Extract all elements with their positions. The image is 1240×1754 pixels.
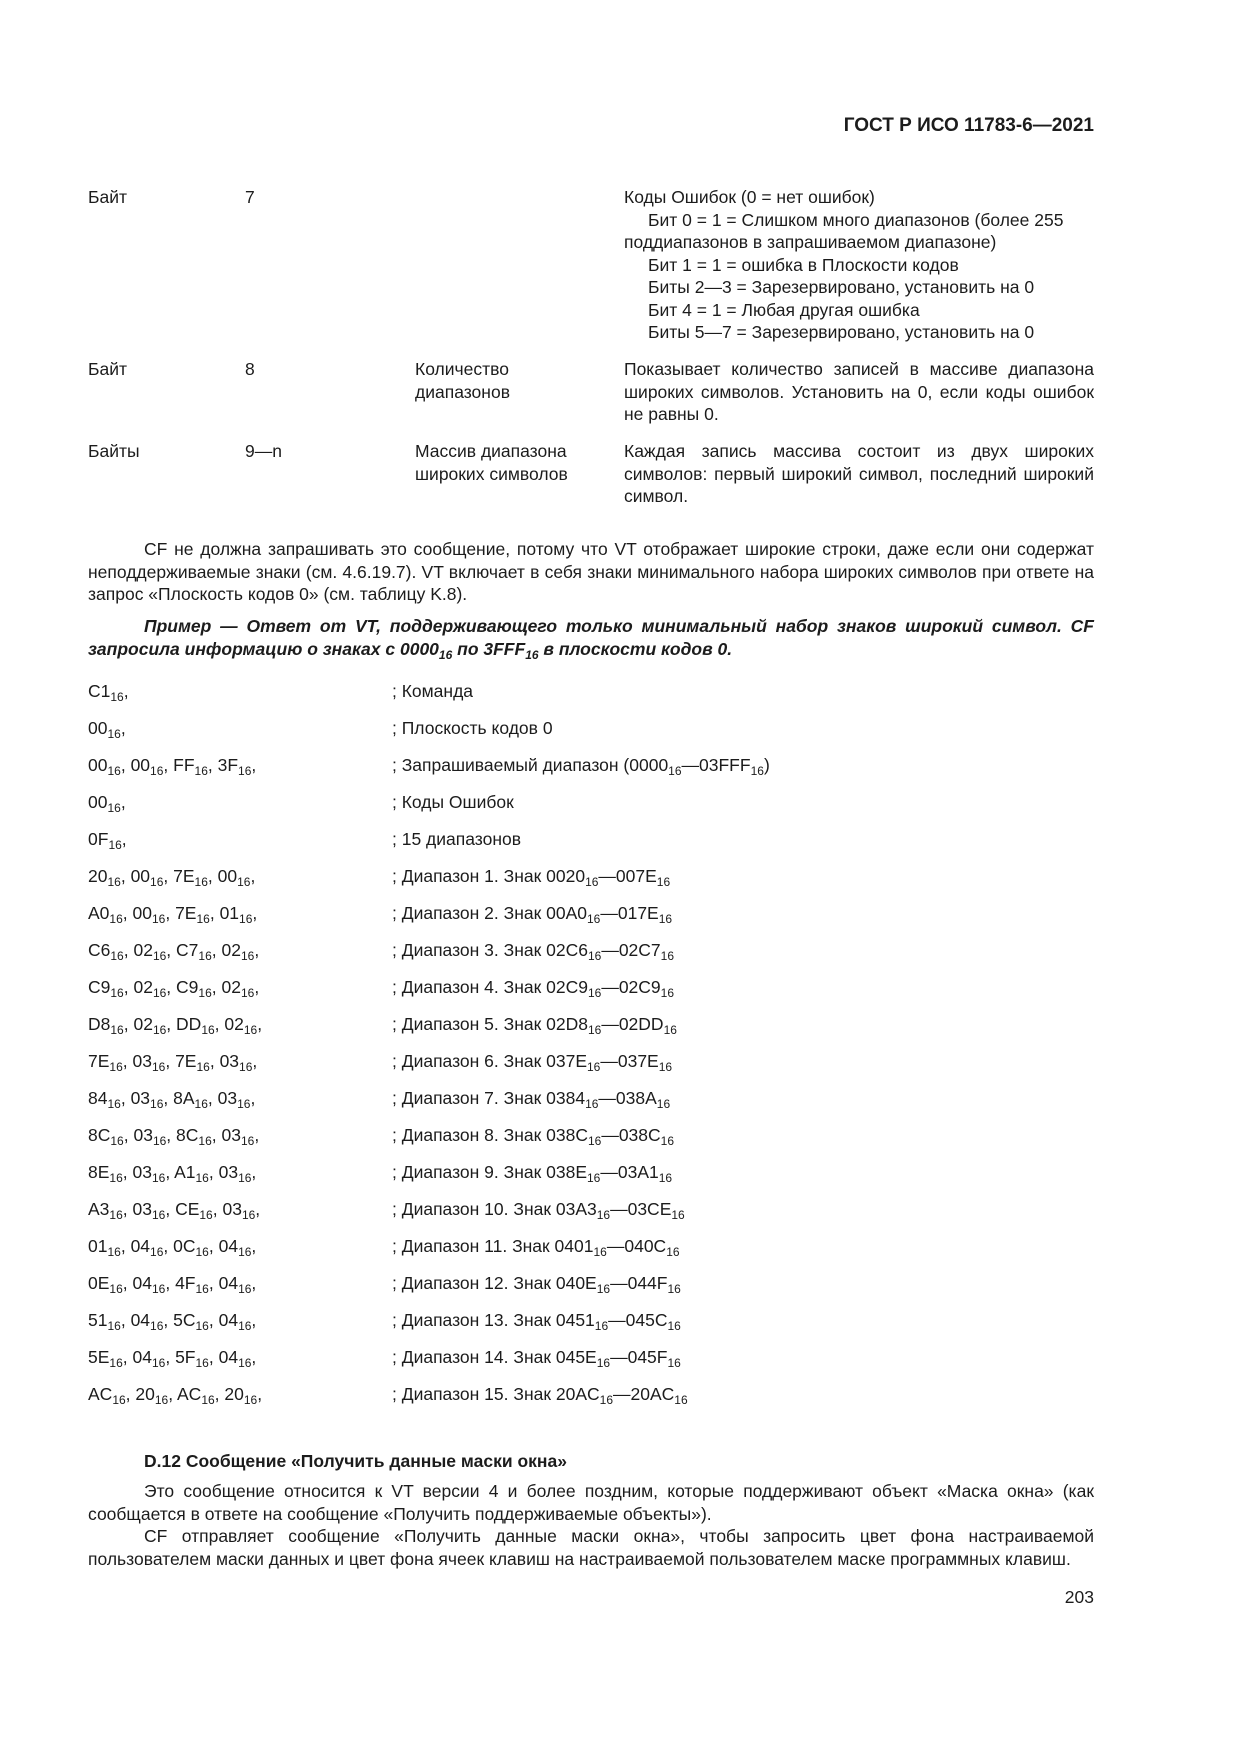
field-type: Байт bbox=[88, 187, 128, 207]
subscript: 16 bbox=[150, 1097, 164, 1111]
subscript: 16 bbox=[750, 764, 764, 778]
byte-value: 7E bbox=[175, 903, 197, 923]
subscript: 16 bbox=[587, 912, 601, 926]
byte-value: 0F bbox=[88, 829, 109, 849]
comment-text: ; Диапазон 10. Знак 03A3 bbox=[392, 1199, 597, 1219]
field-name: Количество диапазонов bbox=[415, 359, 510, 402]
byte-value: A1 bbox=[174, 1162, 196, 1182]
subscript: 16 bbox=[238, 1245, 252, 1259]
subscript: 16 bbox=[110, 690, 124, 704]
byte-value: 04 bbox=[218, 1236, 239, 1256]
byte-value: 03 bbox=[130, 1088, 151, 1108]
subscript: 16 bbox=[195, 1245, 209, 1259]
comment-text: ; Команда bbox=[392, 681, 474, 701]
comment-text: ; Диапазон 12. Знак 040E bbox=[392, 1273, 597, 1293]
page-number: 203 bbox=[1064, 1587, 1094, 1607]
subscript: 16 bbox=[107, 801, 121, 815]
code-comment bbox=[392, 791, 514, 814]
byte-value: 00 bbox=[217, 866, 238, 886]
description-line: поддиапазонов в запрашиваемом диапазоне) bbox=[624, 232, 997, 252]
byte-value: 03 bbox=[132, 1199, 152, 1219]
comment-text: —007E bbox=[598, 866, 657, 886]
byte-value: 84 bbox=[88, 1088, 108, 1108]
byte-value: 03 bbox=[219, 1051, 240, 1071]
subscript: 16 bbox=[110, 986, 124, 1000]
comment-text: —02C7 bbox=[601, 940, 661, 960]
comment-text: ; Диапазон 6. Знак 037E bbox=[392, 1051, 587, 1071]
subscript: 16 bbox=[667, 1356, 681, 1370]
subscript: 16 bbox=[151, 1282, 166, 1296]
byte-values: $20_{16}$, $00_{16}$, $7E_{16}$, $00_{16}$, bbox=[88, 866, 256, 889]
field-position: 8 bbox=[245, 359, 255, 379]
byte-value: 02 bbox=[133, 940, 153, 960]
subscript: 16 bbox=[587, 949, 602, 963]
body-paragraph: CF не должна запрашивать это сообщение, потому что VT отображает широкие строки, даже если они содержат неподдерживаемые знаки (см. 4.6.19.7). VT включает в себя знаки минимального набора широких символов при ответе на запрос «Плоскость кодов 0» (см. таблицу K.8). bbox=[88, 539, 1094, 604]
subscript: 16 bbox=[594, 1319, 609, 1333]
subscript: 16 bbox=[660, 1134, 675, 1148]
subscript: 16 bbox=[109, 1356, 123, 1370]
subscript: 16 bbox=[195, 1356, 209, 1370]
subscript: 16 bbox=[194, 764, 208, 778]
subscript: 16 bbox=[240, 986, 255, 1000]
subscript: 16 bbox=[240, 1134, 255, 1148]
byte-value: 04 bbox=[130, 1310, 151, 1330]
field-type: Байт bbox=[88, 359, 128, 379]
description-line: Бит 1 = 1 = ошибка в Плоскости кодов bbox=[648, 254, 959, 275]
subscript: 16 bbox=[196, 1060, 210, 1074]
subscript: 16 bbox=[585, 1097, 599, 1111]
field-description: Показывает количество записей в массиве диапазона широких символов. Установить на 0, если коды ошибок не равны 0. bbox=[624, 359, 1094, 424]
byte-value: 5F bbox=[175, 1347, 196, 1367]
subscript: 16 bbox=[599, 1393, 613, 1407]
subscript: 16 bbox=[194, 875, 208, 889]
subscript: 16 bbox=[198, 949, 212, 963]
subscript: 16 bbox=[109, 1171, 123, 1185]
subscript: 16 bbox=[525, 647, 539, 662]
byte-value: C6 bbox=[88, 940, 111, 960]
subscript: 16 bbox=[107, 1245, 121, 1259]
byte-value: 4F bbox=[175, 1273, 196, 1293]
comment-text: —03A1 bbox=[600, 1162, 659, 1182]
field-name: Массив диапазона широких символов bbox=[415, 441, 568, 484]
code-comment bbox=[392, 1161, 672, 1184]
subscript: 16 bbox=[587, 1023, 602, 1037]
comment-text: —045C bbox=[608, 1310, 668, 1330]
code-comment bbox=[392, 1087, 670, 1110]
subscript: 16 bbox=[593, 1245, 607, 1259]
subscript: 16 bbox=[195, 1319, 209, 1333]
comment-text: —017E bbox=[600, 903, 659, 923]
subscript: 16 bbox=[666, 1245, 680, 1259]
subscript: 16 bbox=[110, 949, 124, 963]
comment-text: ; Диапазон 9. Знак 038E bbox=[392, 1162, 587, 1182]
comment-text: ; Диапазон 13. Знак 0451 bbox=[392, 1310, 595, 1330]
subscript: 16 bbox=[238, 1356, 252, 1370]
byte-values: $51_{16}$, $04_{16}$, $5C_{16}$, $04_{16}$, bbox=[88, 1310, 257, 1333]
byte-value: 0E bbox=[88, 1273, 110, 1293]
subscript: 16 bbox=[239, 1060, 253, 1074]
subscript: 16 bbox=[238, 764, 252, 778]
subscript: 16 bbox=[109, 1060, 123, 1074]
subscript: 16 bbox=[198, 1134, 212, 1148]
comment-text: ; Диапазон 1. Знак 0020 bbox=[392, 866, 586, 886]
code-comment bbox=[392, 1309, 681, 1332]
byte-value: 02 bbox=[133, 1014, 153, 1034]
byte-value: 8E bbox=[88, 1162, 110, 1182]
subscript: 16 bbox=[196, 912, 210, 926]
subscript: 16 bbox=[660, 986, 675, 1000]
byte-values: $C9_{16}$, $02_{16}$, $C9_{16}$, $02_{16}$, bbox=[88, 977, 260, 1000]
comment-text: —044F bbox=[610, 1273, 668, 1293]
byte-value: 00 bbox=[88, 718, 108, 738]
subscript: 16 bbox=[240, 949, 255, 963]
byte-value: CE bbox=[175, 1199, 200, 1219]
comment-text: —038A bbox=[598, 1088, 657, 1108]
comment-text: ; Диапазон 14. Знак 045E bbox=[392, 1347, 597, 1367]
subscript: 16 bbox=[152, 986, 167, 1000]
byte-value: 20 bbox=[88, 866, 108, 886]
code-comment bbox=[392, 828, 521, 851]
code-comment bbox=[392, 865, 670, 888]
subscript: 16 bbox=[658, 912, 673, 926]
comment-text: ; Диапазон 5. Знак 02D8 bbox=[392, 1014, 588, 1034]
subscript: 16 bbox=[152, 949, 167, 963]
subscript: 16 bbox=[107, 1319, 121, 1333]
code-comment bbox=[392, 902, 672, 925]
byte-value: 5C bbox=[173, 1310, 196, 1330]
code-comment bbox=[392, 1383, 688, 1406]
byte-value: 03 bbox=[132, 1162, 152, 1182]
comment-text: —02C9 bbox=[601, 977, 661, 997]
byte-values: $0F_{16}$, bbox=[88, 829, 127, 852]
comment-text: ; 15 диапазонов bbox=[392, 829, 522, 849]
code-comment bbox=[392, 1050, 672, 1073]
subscript: 16 bbox=[150, 764, 164, 778]
byte-value: 7E bbox=[173, 866, 195, 886]
byte-value: 00 bbox=[132, 903, 152, 923]
subscript: 16 bbox=[237, 875, 251, 889]
byte-values: $7E_{16}$, $03_{16}$, $7E_{16}$, $03_{16}$, bbox=[88, 1051, 258, 1074]
subscript: 16 bbox=[596, 1282, 611, 1296]
byte-values: $0E_{16}$, $04_{16}$, $4F_{16}$, $04_{16}$, bbox=[88, 1273, 257, 1296]
code-comment bbox=[392, 1272, 681, 1295]
byte-values: $00_{16}$, bbox=[88, 718, 126, 741]
subscript: 16 bbox=[195, 1171, 209, 1185]
subscript: 16 bbox=[108, 838, 122, 852]
body-paragraph: CF отправляет сообщение «Получить данные маски окна», чтобы запросить цвет фона настраиваемой пользователем маски данных и цвет фона ячеек клавиш на настраиваемой пользователем маске программных клавиш. bbox=[88, 1526, 1094, 1569]
subscript: 16 bbox=[150, 1245, 164, 1259]
subscript: 16 bbox=[674, 1393, 688, 1407]
subscript: 16 bbox=[663, 1023, 677, 1037]
byte-value: 00 bbox=[88, 755, 108, 775]
byte-value: 5E bbox=[88, 1347, 110, 1367]
code-comment bbox=[392, 939, 674, 962]
byte-value: 03 bbox=[218, 1162, 239, 1182]
subscript: 16 bbox=[243, 1393, 258, 1407]
byte-value: C1 bbox=[88, 681, 111, 701]
code-comment bbox=[392, 680, 473, 703]
description-line: Биты 5—7 = Зарезервировано, установить на 0 bbox=[648, 322, 1035, 342]
comment-text: ; Диапазон 7. Знак 0384 bbox=[392, 1088, 586, 1108]
standard-header: ГОСТ Р ИСО 11783-6—2021 bbox=[843, 115, 1094, 136]
byte-values: $84_{16}$, $03_{16}$, $8A_{16}$, $03_{16}$, bbox=[88, 1088, 256, 1111]
byte-value: 20 bbox=[135, 1384, 155, 1404]
byte-values: $C1_{16}$, bbox=[88, 681, 129, 704]
subscript: 16 bbox=[107, 727, 121, 741]
subscript: 16 bbox=[198, 986, 212, 1000]
byte-value: 8C bbox=[176, 1125, 199, 1145]
subscript: 16 bbox=[587, 1171, 601, 1185]
byte-value: 02 bbox=[221, 977, 241, 997]
byte-value: DD bbox=[176, 1014, 202, 1034]
subscript: 16 bbox=[152, 1023, 167, 1037]
subscript: 16 bbox=[107, 875, 121, 889]
subscript: 16 bbox=[596, 1208, 611, 1222]
byte-value: 01 bbox=[88, 1236, 108, 1256]
subscript: 16 bbox=[201, 1393, 215, 1407]
subscript: 16 bbox=[109, 1208, 123, 1222]
byte-values: $8C_{16}$, $03_{16}$, $8C_{16}$, $03_{16}$, bbox=[88, 1125, 260, 1148]
comment-text: ; Плоскость кодов 0 bbox=[392, 718, 553, 738]
comment-text: —045F bbox=[610, 1347, 668, 1367]
byte-value: 03 bbox=[222, 1199, 242, 1219]
comment-text: ; Диапазон 3. Знак 02C6 bbox=[392, 940, 588, 960]
byte-value: 02 bbox=[221, 940, 241, 960]
subscript: 16 bbox=[150, 875, 164, 889]
code-comment bbox=[392, 754, 770, 777]
comment-text: —040C bbox=[606, 1236, 667, 1256]
byte-values: $5E_{16}$, $04_{16}$, $5F_{16}$, $04_{16}$, bbox=[88, 1347, 257, 1370]
byte-value: 01 bbox=[219, 903, 240, 923]
byte-value: 3F bbox=[217, 755, 239, 775]
subscript: 16 bbox=[658, 1171, 673, 1185]
subscript: 16 bbox=[154, 1393, 169, 1407]
subscript: 16 bbox=[150, 1319, 164, 1333]
description-line: Бит 0 = 1 = Слишком много диапазонов (более 255 bbox=[648, 209, 1064, 230]
subscript: 16 bbox=[199, 1208, 213, 1222]
byte-value: C9 bbox=[176, 977, 199, 997]
field-description: Каждая запись массива состоит из двух широких символов: первый широкий символ, последний широкий символ. bbox=[624, 441, 1094, 506]
byte-values: $AC_{16}$, $20_{16}$, $AC_{16}$, $20_{16}$, bbox=[88, 1384, 263, 1407]
subscript: 16 bbox=[238, 1282, 252, 1296]
comment-text: ; Диапазон 11. Знак 0401 bbox=[392, 1236, 594, 1256]
subscript: 16 bbox=[596, 1356, 611, 1370]
subscript: 16 bbox=[668, 764, 682, 778]
description-line: Коды Ошибок (0 = нет ошибок) bbox=[624, 187, 875, 207]
byte-values: $A0_{16}$, $00_{16}$, $7E_{16}$, $01_{16}$, bbox=[88, 903, 258, 926]
body-paragraph: Это сообщение относится к VT версии 4 и более поздним, которые поддерживают объект «Маска окна» (как сообщается в ответе на сообщение «Получить поддерживаемые объекты»). bbox=[88, 1481, 1094, 1524]
subscript: 16 bbox=[109, 1282, 123, 1296]
byte-values: $00_{16}$, bbox=[88, 792, 126, 815]
byte-value: 7E bbox=[175, 1051, 197, 1071]
code-comment bbox=[392, 976, 674, 999]
description-line: Биты 2—3 = Зарезервировано, установить на 0 bbox=[648, 277, 1035, 297]
subscript: 16 bbox=[438, 647, 453, 662]
byte-value: A0 bbox=[88, 903, 110, 923]
subscript: 16 bbox=[110, 1134, 124, 1148]
code-comment bbox=[392, 1124, 674, 1147]
subscript: 16 bbox=[107, 1097, 121, 1111]
comment-text: —03CE bbox=[610, 1199, 672, 1219]
subscript: 16 bbox=[195, 1282, 209, 1296]
field-position: 7 bbox=[245, 187, 255, 207]
comment-text: —037E bbox=[600, 1051, 659, 1071]
byte-value: 03 bbox=[217, 1088, 238, 1108]
field-position: 9—n bbox=[245, 441, 282, 461]
subscript: 16 bbox=[151, 1171, 166, 1185]
subscript: 16 bbox=[585, 875, 599, 889]
field-description bbox=[624, 186, 1094, 344]
byte-value: C9 bbox=[88, 977, 111, 997]
comment-text: ; Коды Ошибок bbox=[392, 792, 514, 812]
byte-values: $8E_{16}$, $03_{16}$, $A1_{16}$, $03_{16}$, bbox=[88, 1162, 257, 1185]
subscript: 16 bbox=[671, 1208, 685, 1222]
byte-value: A3 bbox=[88, 1199, 110, 1219]
byte-values: $01_{16}$, $04_{16}$, $0C_{16}$, $04_{16}$, bbox=[88, 1236, 257, 1259]
subscript: 16 bbox=[587, 986, 602, 1000]
subscript: 16 bbox=[201, 1023, 215, 1037]
comment-text: ; Диапазон 8. Знак 038C bbox=[392, 1125, 588, 1145]
code-comment bbox=[392, 1198, 685, 1221]
subscript: 16 bbox=[151, 1356, 166, 1370]
byte-value: 04 bbox=[218, 1310, 239, 1330]
subscript: 16 bbox=[109, 912, 123, 926]
field-type: Байты bbox=[88, 441, 140, 461]
subscript: 16 bbox=[660, 949, 675, 963]
example-line: в плоскости кодов 0. bbox=[538, 638, 733, 659]
byte-value: 03 bbox=[221, 1125, 241, 1145]
subscript: 16 bbox=[658, 1060, 673, 1074]
subscript: 16 bbox=[243, 1023, 258, 1037]
subscript: 16 bbox=[656, 1097, 671, 1111]
comment-text: ; Диапазон 15. Знак 20AC bbox=[392, 1384, 600, 1404]
code-comment bbox=[392, 1235, 680, 1258]
comment-text: ) bbox=[763, 755, 770, 775]
subscript: 16 bbox=[152, 1134, 167, 1148]
example-note bbox=[88, 615, 1094, 660]
code-comment bbox=[392, 1346, 681, 1369]
comment-text: ; Запрашиваемый диапазон (0000 bbox=[392, 755, 669, 775]
comment-text: ; Диапазон 2. Знак 00A0 bbox=[392, 903, 587, 923]
code-comment bbox=[392, 1013, 677, 1036]
comment-text: —03FFF bbox=[681, 755, 751, 775]
byte-value: 00 bbox=[130, 755, 151, 775]
byte-value: 51 bbox=[88, 1310, 108, 1330]
example-line: Пример — Ответ от VT, поддерживающего только минимальный набор знаков широкий символ. bbox=[144, 616, 1062, 636]
subscript: 16 bbox=[238, 1171, 252, 1185]
description-line: Бит 4 = 1 = Любая другая ошибка bbox=[648, 299, 920, 320]
byte-value: AC bbox=[88, 1384, 113, 1404]
example-line: CF запросила информацию о знаках с 0000 bbox=[88, 616, 1094, 659]
subscript: 16 bbox=[237, 1097, 251, 1111]
subscript: 16 bbox=[238, 1319, 252, 1333]
byte-value: 8A bbox=[173, 1088, 195, 1108]
subscript: 16 bbox=[667, 1282, 681, 1296]
subscript: 16 bbox=[194, 1097, 208, 1111]
subscript: 16 bbox=[656, 875, 671, 889]
byte-values: $00_{16}$, $00_{16}$, $FF_{16}$, $3F_{16}$, bbox=[88, 755, 257, 778]
byte-value: 04 bbox=[218, 1273, 239, 1293]
byte-values: $A3_{16}$, $03_{16}$, $CE_{16}$, $03_{16}$, bbox=[88, 1199, 261, 1222]
subscript: 16 bbox=[112, 1393, 126, 1407]
byte-value: 04 bbox=[132, 1347, 152, 1367]
subscript: 16 bbox=[241, 1208, 256, 1222]
subscript: 16 bbox=[587, 1060, 601, 1074]
subscript: 16 bbox=[587, 1134, 602, 1148]
comment-text: —038C bbox=[601, 1125, 661, 1145]
byte-value: AC bbox=[177, 1384, 202, 1404]
byte-value: 02 bbox=[133, 977, 153, 997]
subscript: 16 bbox=[151, 1208, 166, 1222]
comment-text: —02DD bbox=[601, 1014, 664, 1034]
code-comment bbox=[392, 717, 553, 740]
subscript: 16 bbox=[667, 1319, 681, 1333]
byte-value: 03 bbox=[133, 1125, 153, 1145]
byte-value: 7E bbox=[88, 1051, 110, 1071]
section-heading: D.12 Сообщение «Получить данные маски окна» bbox=[144, 1451, 567, 1471]
byte-value: D8 bbox=[88, 1014, 111, 1034]
subscript: 16 bbox=[107, 764, 121, 778]
byte-value: 03 bbox=[132, 1051, 152, 1071]
byte-value: 8C bbox=[88, 1125, 111, 1145]
byte-value: 00 bbox=[130, 866, 151, 886]
byte-values: $C6_{16}$, $02_{16}$, $C7_{16}$, $02_{16}$, bbox=[88, 940, 260, 963]
byte-value: 02 bbox=[224, 1014, 244, 1034]
subscript: 16 bbox=[151, 1060, 166, 1074]
byte-value: 04 bbox=[132, 1273, 152, 1293]
subscript: 16 bbox=[239, 912, 253, 926]
byte-value: 00 bbox=[88, 792, 108, 812]
example-line: по 3FFF bbox=[452, 638, 526, 659]
comment-text: ; Диапазон 4. Знак 02C9 bbox=[392, 977, 588, 997]
comment-text: —20AC bbox=[613, 1384, 675, 1404]
byte-value: 20 bbox=[224, 1384, 244, 1404]
byte-value: 04 bbox=[218, 1347, 239, 1367]
byte-value: 0C bbox=[173, 1236, 196, 1256]
byte-value: 04 bbox=[130, 1236, 151, 1256]
byte-values: $D8_{16}$, $02_{16}$, $DD_{16}$, $02_{16}$, bbox=[88, 1014, 263, 1037]
byte-value: FF bbox=[173, 755, 195, 775]
byte-value: C7 bbox=[176, 940, 199, 960]
subscript: 16 bbox=[151, 912, 166, 926]
subscript: 16 bbox=[110, 1023, 124, 1037]
